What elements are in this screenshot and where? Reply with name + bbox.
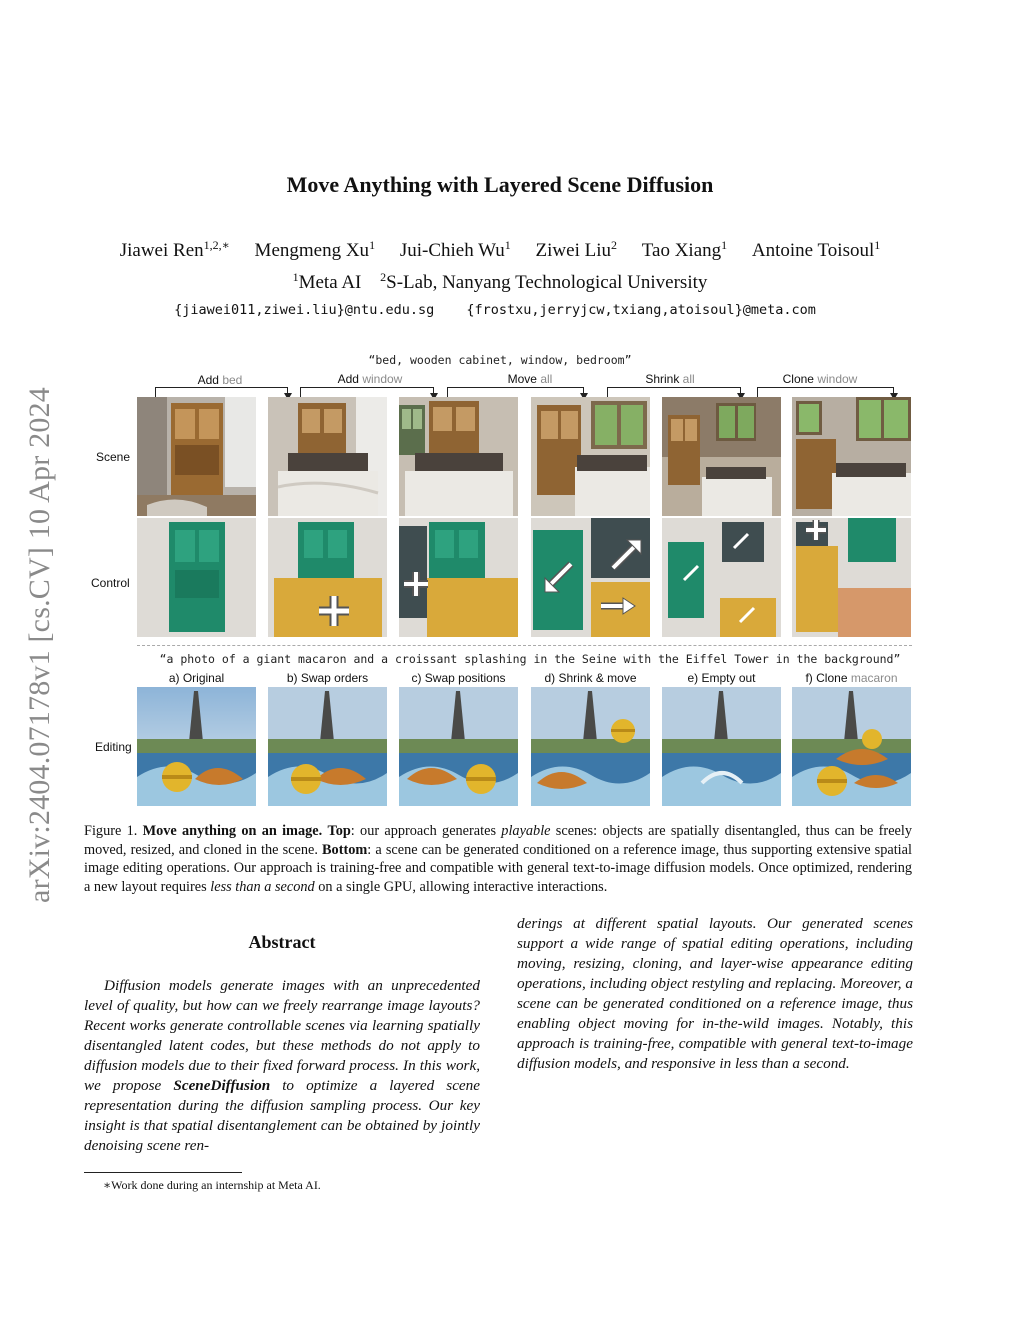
affiliation-mark: 1 <box>292 270 299 284</box>
scene-image <box>137 397 256 516</box>
column-header-label: e) Empty out <box>687 671 756 685</box>
author-name: Antoine Toisoul <box>751 240 875 261</box>
operation-bracket <box>757 387 894 388</box>
operation-object: all <box>682 372 695 386</box>
abstract-text-right: derings at different spatial layouts. Our generated scenes support a wide range of spatial editing operations, including moving, resizing, cloning, and layer-wise appearance editing operations, including object restyling and replacing. Moreover, a scene can be generated conditioned on a reference image, thus enabling object moving for in-the-wild images. Notably, this approach is training-free, compatible with general text-to-image diffusion models, and responsive in less than a second. <box>517 915 913 1072</box>
editing-image <box>662 687 781 806</box>
author-affiliation-mark: 1 <box>874 238 881 252</box>
editing-image <box>531 687 650 806</box>
column-header <box>137 671 256 685</box>
caption-text: scenes: objects are spatially disentangled, thus can be freely moved, resized, and cloned in the scene. <box>84 823 913 858</box>
operation-label <box>300 372 440 386</box>
caption-emphasis: playable <box>501 823 551 839</box>
control-mask <box>531 518 650 637</box>
operation-object: all <box>540 372 553 386</box>
footnote-rule <box>84 1172 242 1173</box>
scene-image <box>792 397 911 516</box>
affiliation <box>293 272 362 293</box>
affiliation-list <box>0 272 1000 294</box>
operation-label <box>460 372 600 386</box>
author-name: Jiawei Ren <box>119 240 204 261</box>
scene-image <box>531 397 650 516</box>
control-mask <box>399 518 518 637</box>
affiliation-mark: 2 <box>380 270 387 284</box>
column-header-object: macaron <box>850 671 898 685</box>
row-label-scene: Scene <box>96 450 131 464</box>
author-list <box>0 240 1000 262</box>
operation-verb: Add <box>197 373 219 387</box>
method-name: SceneDiffusion <box>173 1077 271 1094</box>
operation-bracket <box>447 387 584 388</box>
caption-text: : a scene can be generated conditioned on a reference image, thus supporting extensive spatial image editing operations. Our approach is training-free and compatible with general text-to-image diffusion models. Once optimized, rendering a new layout requires <box>84 841 912 895</box>
scene-image <box>268 397 387 516</box>
column-header <box>399 671 518 685</box>
abstract-text-left <box>84 976 480 1156</box>
affiliation-name: S-Lab, Nanyang Technological University <box>386 272 708 293</box>
caption-top-label: Top <box>327 823 351 839</box>
operation-bracket <box>607 387 741 388</box>
editing-image <box>792 687 911 806</box>
column-header <box>662 671 781 685</box>
editing-image <box>268 687 387 806</box>
column-header-label: b) Swap orders <box>286 671 369 685</box>
author-affiliation-mark: 2 <box>610 238 617 252</box>
editing-image <box>137 687 256 806</box>
operation-verb: Shrink <box>645 372 680 386</box>
author <box>120 240 230 261</box>
column-header <box>792 671 911 685</box>
author-name: Jui-Chieh Wu <box>399 240 505 261</box>
author-name: Mengmeng Xu <box>254 240 370 261</box>
author-affiliation-mark: 1 <box>504 238 511 252</box>
caption-emphasis: less than a second <box>210 878 315 895</box>
figure-bottom-prompt: “a photo of a giant macaron and a croissant splashing in the Seine with the Eiffel Tower in the background” <box>159 652 901 666</box>
author <box>536 240 617 261</box>
operation-bracket <box>300 387 434 388</box>
author <box>642 240 727 261</box>
column-header-label: c) Swap positions <box>411 671 506 685</box>
affiliation-name: Meta AI <box>298 272 362 293</box>
operation-verb: Move <box>507 372 537 386</box>
operation-label <box>150 373 290 387</box>
arxiv-identifier <box>8 350 72 940</box>
figure-top-prompt: “bed, wooden cabinet, window, bedroom” <box>368 353 632 367</box>
caption-text: : our approach generates <box>350 823 502 839</box>
caption-lead: Move anything on an image. <box>142 823 323 839</box>
operation-bracket <box>155 387 288 388</box>
control-mask <box>662 518 781 637</box>
column-header <box>531 671 650 685</box>
column-header-label: a) Original <box>168 671 225 685</box>
abstract-text: Diffusion models generate images with an unprecedented level of quality, but how can we freely rearrange image layouts? Recent works generate controllable scenes via learning spatially disentangled latent codes, but these methods do not apply to diffusion models due to their fixed forward process. In this work, we propose <box>84 977 480 1094</box>
operation-object: window <box>362 372 403 386</box>
paper-title: Move Anything with Layered Scene Diffusion <box>286 172 714 197</box>
column-header <box>268 671 387 685</box>
control-mask <box>792 518 911 637</box>
column-header-label: f) Clone <box>805 671 851 685</box>
email-address[interactable]: {frostxu,jerryjcw,txiang,atoisoul}@meta.com <box>466 302 816 318</box>
operation-verb: Clone <box>782 372 814 386</box>
author-affiliation-mark: 1 <box>369 238 376 252</box>
column-header-label: d) Shrink & move <box>544 671 637 685</box>
figure-caption <box>84 822 912 896</box>
email-address[interactable]: {jiawei011,ziwei.liu}@ntu.edu.sg <box>174 302 435 318</box>
row-label-editing: Editing <box>95 740 132 754</box>
email-list <box>0 302 990 318</box>
caption-bottom-label: Bottom <box>322 841 368 858</box>
editing-image <box>399 687 518 806</box>
scene-image <box>399 397 518 516</box>
caption-text: on a single GPU, allowing interactive interactions. <box>314 878 608 895</box>
author-name: Tao Xiang <box>641 240 722 261</box>
scene-image <box>662 397 781 516</box>
abstract-text: to optimize a layered scene representation during the diffusion sampling process. Our key insight is that spatial disentanglement can be obtained by jointly denoising scene ren- <box>84 1077 481 1154</box>
row-label-control: Control <box>91 576 130 590</box>
author-affiliation-mark: 1 <box>721 238 728 252</box>
operation-verb: Add <box>337 372 359 386</box>
author <box>400 240 511 261</box>
operation-label <box>750 372 890 386</box>
figure-divider <box>137 645 912 646</box>
author <box>255 240 376 261</box>
control-mask <box>137 518 256 637</box>
caption-label: Figure 1. <box>84 823 138 839</box>
arxiv-identifier-text: arXiv:2404.07178v1 [cs.CV] 10 Apr 2024 <box>23 387 56 903</box>
control-mask <box>268 518 387 637</box>
abstract-heading: Abstract <box>248 932 316 952</box>
affiliation <box>380 272 707 293</box>
author <box>752 240 880 261</box>
author-affiliation-mark: 1,2,∗ <box>203 238 230 252</box>
operation-object: window <box>817 372 858 386</box>
footnote: ∗Work done during an internship at Meta AI. <box>103 1178 321 1192</box>
operation-object: bed <box>222 373 243 387</box>
operation-label <box>600 372 740 386</box>
author-name: Ziwei Liu <box>535 240 611 261</box>
